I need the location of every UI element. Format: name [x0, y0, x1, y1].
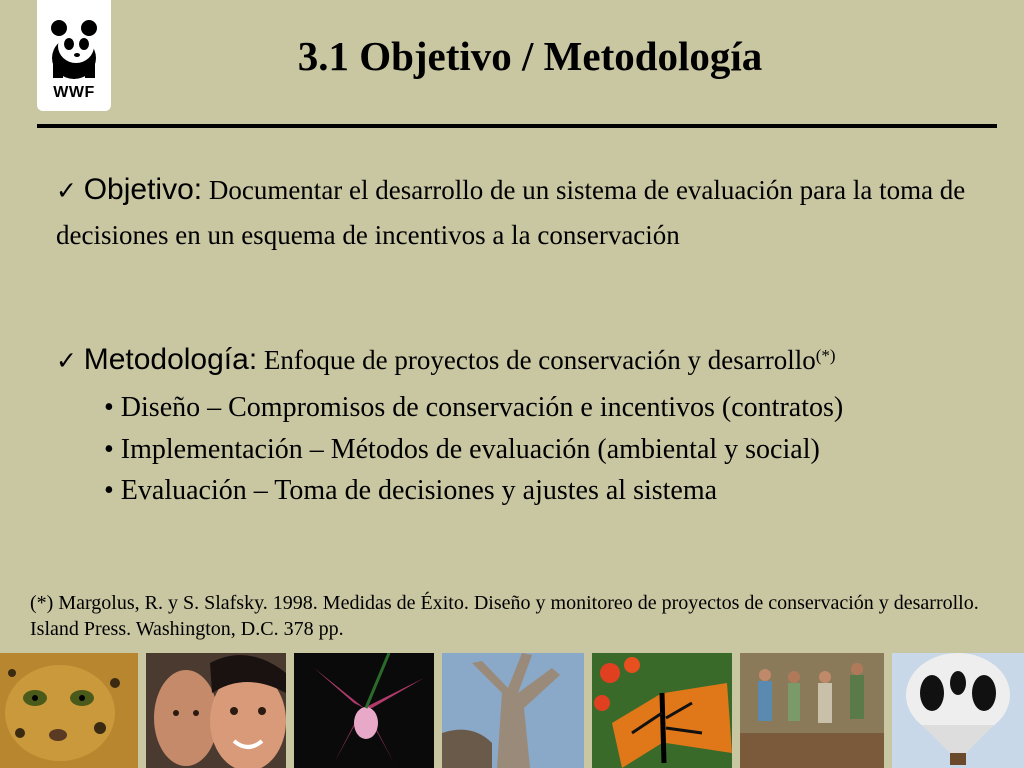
check-icon: ✓ — [56, 346, 77, 375]
panda-icon — [45, 18, 103, 80]
methodology-label: Metodología: — [83, 343, 258, 376]
ocelot-photo — [0, 653, 138, 768]
butterfly-photo — [592, 653, 732, 768]
footnote: (*) Margolus, R. y S. Slafsky. 1998. Medidas de Éxito. Diseño y monitoreo de proyectos de conservación y desarrollo. Island Press. Washington, D.C. 378 pp. — [30, 592, 979, 640]
list-item: • Evaluación – Toma de decisiones y ajustes al sistema — [104, 475, 718, 506]
photo-strip — [0, 653, 1024, 768]
balloon-photo — [892, 653, 1024, 768]
list-item: • Implementación – Métodos de evaluación (ambiental y social) — [104, 433, 820, 465]
people-photo — [740, 653, 884, 768]
wwf-wordmark: WWF — [53, 84, 95, 101]
objective-paragraph — [56, 168, 996, 257]
page-title: 3.1 Objetivo / Metodología — [297, 33, 763, 79]
objective-text: Documentar el desarrollo de un sistema de evaluación para la toma de decisiones en un esquema de incentivos a la conservación — [56, 175, 966, 250]
title-divider — [37, 124, 997, 128]
methodology-list — [104, 387, 984, 512]
methodology-paragraph — [56, 338, 996, 383]
orchid-photo — [294, 653, 434, 768]
objective-label: Objetivo: — [83, 173, 203, 206]
footnote-marker: (*) — [815, 346, 836, 365]
children-photo — [146, 653, 286, 768]
methodology-text: Enfoque de proyectos de conservación y desarrollo — [257, 345, 816, 375]
tree-photo — [442, 653, 584, 768]
list-item: • Diseño – Compromisos de conservación e incentivos (contratos) — [104, 392, 844, 423]
check-icon: ✓ — [56, 176, 77, 205]
wwf-logo — [37, 0, 111, 111]
